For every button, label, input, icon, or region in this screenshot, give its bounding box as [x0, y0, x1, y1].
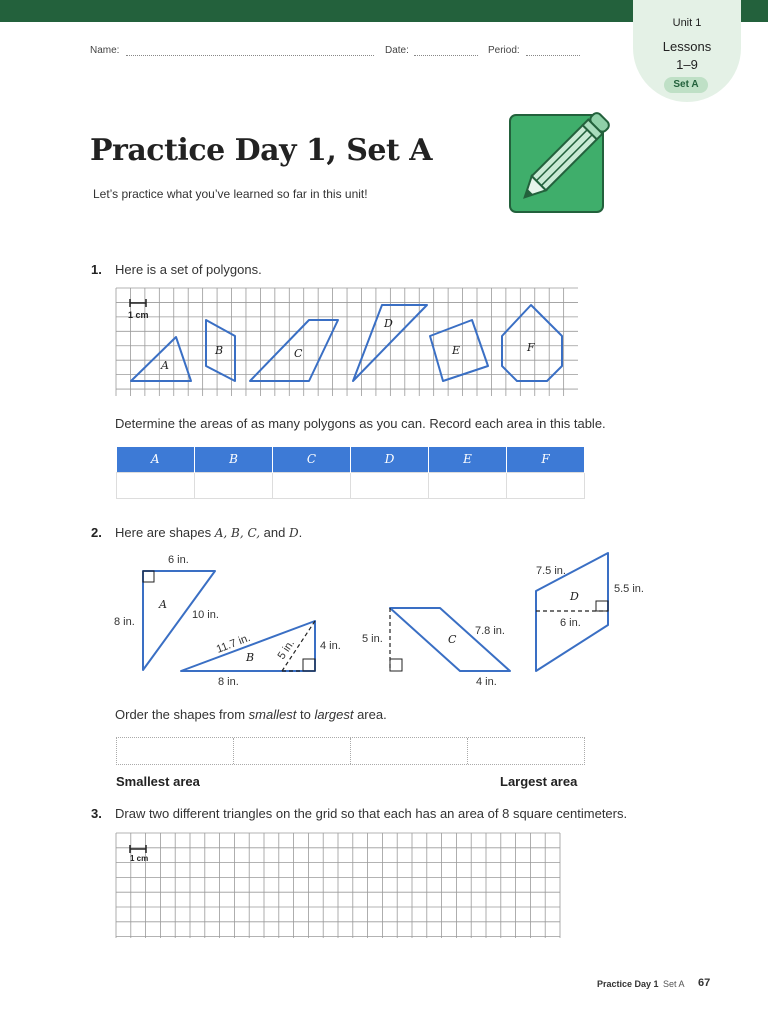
d-base-measure: 6 in.: [560, 617, 581, 629]
shape-c-label: C: [448, 633, 457, 646]
q2-number: 2.: [91, 525, 102, 540]
shape-b-label: B: [246, 651, 255, 664]
table-cell-a[interactable]: [117, 472, 195, 498]
d-height-measure: 5.5 in.: [614, 583, 644, 595]
unit-tab: [633, 0, 741, 102]
period-field[interactable]: [526, 55, 580, 56]
footer-title: Practice Day 1: [597, 979, 659, 989]
name-label: Name:: [90, 45, 120, 56]
b-long-measure: 11.7 in.: [214, 631, 253, 656]
table-cell-e[interactable]: [429, 472, 507, 498]
polygon-grid: [116, 288, 578, 398]
date-field[interactable]: [414, 55, 478, 56]
q2-instruction: Order the shapes from smallest to largest area.: [115, 707, 387, 722]
q1-instruction: Determine the areas of as many polygons as you can. Record each area in this table.: [115, 416, 606, 431]
c-height-measure: 5 in.: [362, 633, 383, 645]
c-base-measure: 4 in.: [476, 676, 497, 688]
largest-area-label: Largest area: [500, 774, 578, 789]
footer-set: Set A: [663, 979, 685, 989]
name-field[interactable]: [126, 55, 374, 56]
table-cell-f[interactable]: [507, 472, 585, 498]
order-answer-row: [116, 737, 585, 765]
table-header-d: D: [351, 447, 429, 472]
polygon-b-label: B: [215, 344, 224, 357]
polygon-f-label: F: [527, 341, 535, 354]
table-cell-c[interactable]: [273, 472, 351, 498]
table-header-f: F: [507, 447, 585, 472]
b-base-measure: 8 in.: [218, 676, 239, 688]
unit-label: Unit 1: [672, 17, 702, 29]
table-header-a: A: [117, 447, 195, 472]
scale-bar-small: [130, 845, 146, 853]
polygon-e-label: E: [452, 344, 461, 357]
order-slot-1[interactable]: [117, 738, 234, 764]
table-cell-d[interactable]: [351, 472, 429, 498]
a-hyp-measure: 10 in.: [192, 609, 219, 621]
order-slot-3[interactable]: [351, 738, 468, 764]
q2-prompt: Here are shapes A, B, C, and D.: [115, 525, 303, 540]
q3-number: 3.: [91, 806, 102, 821]
q1-prompt: Here is a set of polygons.: [115, 262, 262, 277]
period-label: Period:: [488, 45, 520, 56]
order-slot-4[interactable]: [468, 738, 584, 764]
date-label: Date:: [385, 45, 409, 56]
b-short-measure: 5 in.: [275, 637, 298, 662]
scale-label-small: 1 cm: [130, 854, 149, 863]
page-number: 67: [698, 977, 711, 989]
polygon-d-label: D: [384, 317, 393, 330]
table-header-b: B: [195, 447, 273, 472]
table-cell-b[interactable]: [195, 472, 273, 498]
shape-a-label: A: [159, 598, 167, 611]
c-side-measure: 7.8 in.: [475, 625, 505, 637]
scale-bar: [130, 299, 146, 307]
order-slot-2[interactable]: [234, 738, 351, 764]
b-height-measure: 4 in.: [320, 640, 341, 652]
page-title: Practice Day 1, Set A: [90, 133, 433, 168]
polygon-a-label: A: [161, 359, 169, 372]
q3-prompt: Draw two different triangles on the grid so that each has an area of 8 square centimeters.: [115, 806, 628, 821]
lessons-range: 1–9: [676, 57, 698, 72]
a-top-measure: 6 in.: [168, 554, 189, 566]
table-header-c: C: [273, 447, 351, 472]
area-table: [116, 447, 585, 499]
lessons-label: Lessons: [662, 39, 712, 54]
shape-d-label: D: [570, 590, 579, 603]
d-side-measure: 7.5 in.: [536, 565, 566, 577]
shapes-figure: [100, 545, 660, 695]
page-subtitle: Let’s practice what you’ve learned so far in this unit!: [93, 187, 368, 201]
table-header-e: E: [429, 447, 507, 472]
drawing-grid[interactable]: [116, 833, 562, 939]
a-left-measure: 8 in.: [114, 616, 135, 628]
q1-number: 1.: [91, 262, 102, 277]
polygon-c-label: C: [294, 347, 303, 360]
set-badge: Set A: [664, 77, 708, 93]
smallest-area-label: Smallest area: [116, 774, 200, 789]
scale-label: 1 cm: [128, 310, 149, 320]
pencil-icon: [505, 112, 610, 220]
